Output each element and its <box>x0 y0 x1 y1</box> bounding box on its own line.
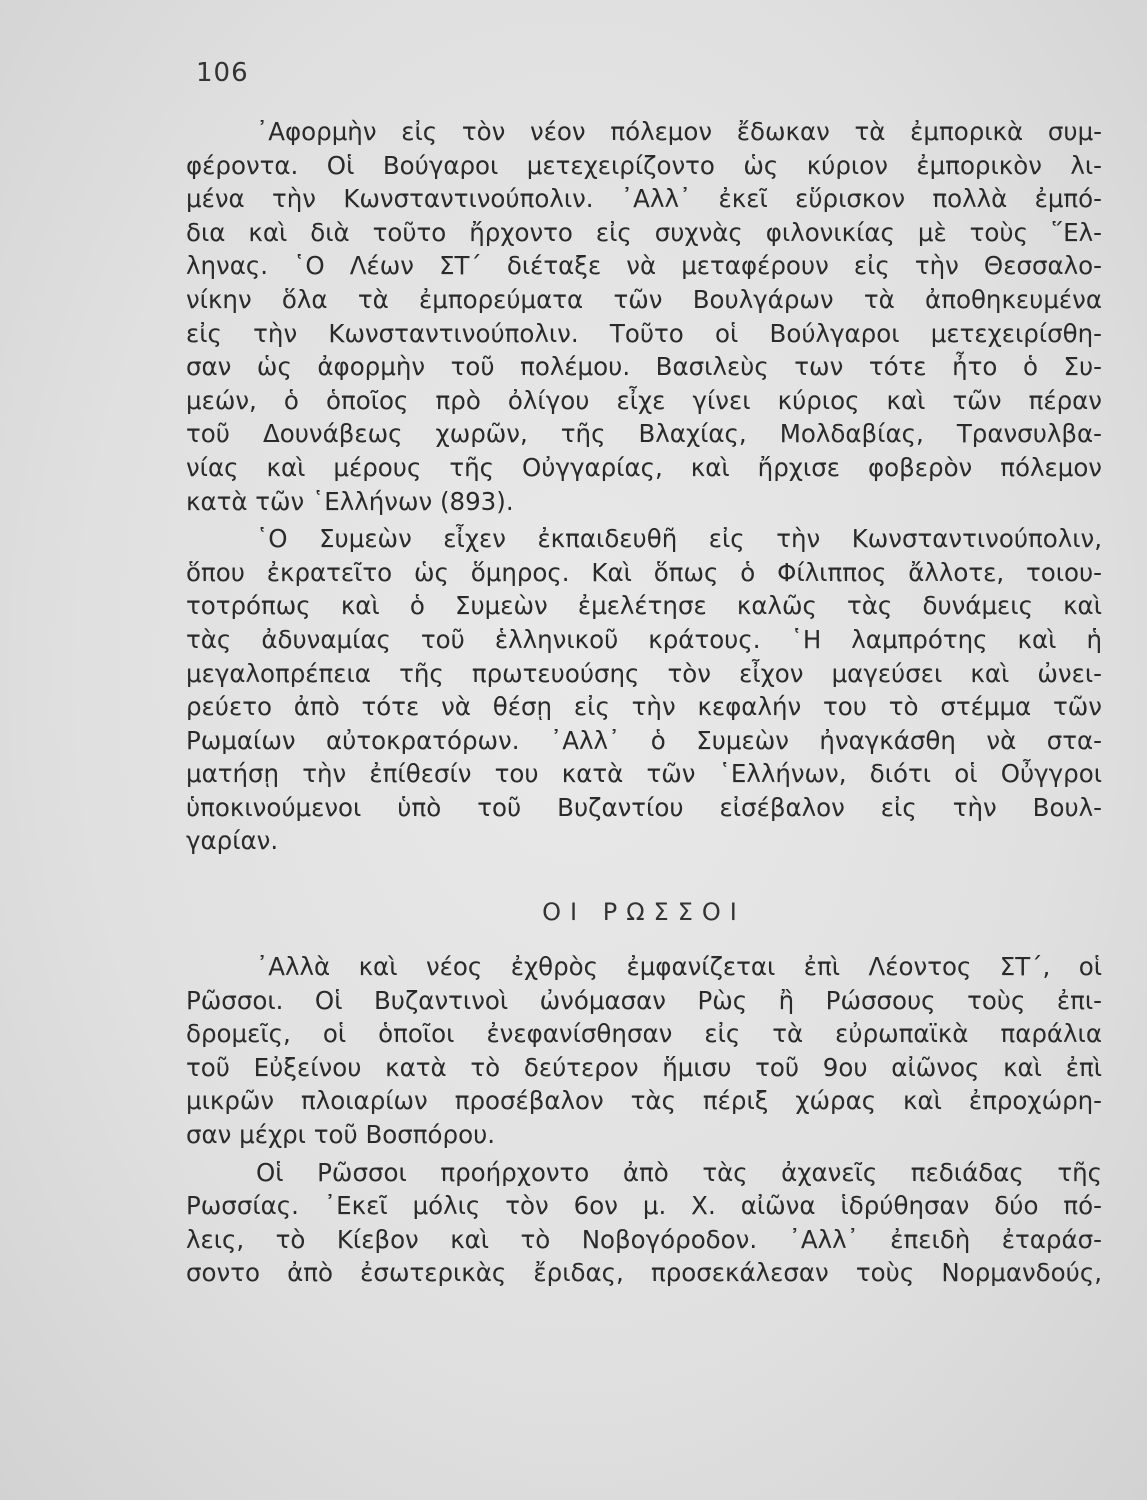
text-line: Ρῶσσοι. Οἱ Βυζαντινοὶ ὠνόμασαν Ρὼς ἢ Ρώσσους τοὺς ἐπι- <box>186 985 1102 1015</box>
text-line: δια καὶ διὰ τοῦτο ἤρχοντο εἰς συχνὰς φιλονικίας μὲ τοὺς ῞Ελ- <box>186 217 1102 247</box>
paragraph-3 <box>186 950 1102 1152</box>
text-line: ρεύετο ἀπὸ τότε νὰ θέσῃ εἰς τὴν κεφαλήν του τὸ στέμμα τῶν <box>186 692 1102 722</box>
text-line: κατὰ τῶν ῾Ελλήνων (893). <box>186 486 514 516</box>
text-line: λεις, τὸ Κίεβον καὶ τὸ Νοβογόροδον. ᾽Αλλ᾽ ἐπειδὴ ἐταράσ- <box>186 1224 1102 1254</box>
text-line: μεγαλοπρέπεια τῆς πρωτευούσης τὸν εἶχον μαγεύσει καὶ ὠνει- <box>186 658 1102 688</box>
section-title: ΟΙ ΡΩΣΣΟΙ <box>542 898 746 927</box>
text-line: ματήσῃ τὴν ἐπίθεσίν του κατὰ τῶν ῾Ελλήνων, διότι οἱ Οὖγγροι <box>186 759 1102 789</box>
text-line: ὑποκινούμενοι ὑπὸ τοῦ Βυζαντίου εἰσέβαλον εἰς τὴν Βουλ- <box>186 792 1102 822</box>
paragraph-4 <box>186 1156 1102 1290</box>
text-line: Ρωσσίας. ᾽Εκεῖ μόλις τὸν 6ον μ. Χ. αἰῶνα ἱδρύθησαν δύο πό- <box>186 1191 1102 1221</box>
text-line: ῾Ο Συμεὼν εἶχεν ἐκπαιδευθῆ εἰς τὴν Κωνσταντινούπολιν, <box>256 524 1102 554</box>
text-line: εἰς τὴν Κωνσταντινούπολιν. Τοῦτο οἱ Βούλγαροι μετεχειρίσθη- <box>186 318 1102 348</box>
page-number: 106 <box>196 58 249 88</box>
text-line: νίκην ὅλα τὰ ἐμπορεύματα τῶν Βουλγάρων τὰ ἀποθηκευμένα <box>186 284 1102 314</box>
text-line: γαρίαν. <box>186 826 279 856</box>
text-line: ᾽Αλλὰ καὶ νέος ἐχθρὸς ἐμφανίζεται ἐπὶ Λέοντος ΣΤ΄, οἱ <box>256 952 1102 982</box>
text-line: ληνας. ῾Ο Λέων ΣΤ΄ διέταξε νὰ μεταφέρουν εἰς τὴν Θεσσαλο- <box>186 251 1102 281</box>
text-line: σαν μέχρι τοῦ Βοσπόρου. <box>186 1120 496 1150</box>
text-line: μένα τὴν Κωνσταντινούπολιν. ᾽Αλλ᾽ ἐκεῖ εὕρισκον πολλὰ ἐμπό- <box>186 184 1102 214</box>
text-line: φέροντα. Οἱ Βούγαροι μετεχειρίζοντο ὡς κύριον ἐμπορικὸν λι- <box>186 150 1102 180</box>
text-line: τοῦ Δουνάβεως χωρῶν, τῆς Βλαχίας, Μολδαβίας, Τρανσυλβα- <box>186 419 1102 449</box>
text-line: τοῦ Εὐξείνου κατὰ τὸ δεύτερον ἥμισυ τοῦ 9ου αἰῶνος καὶ ἐπὶ <box>186 1052 1102 1082</box>
text-line: ὅπου ἐκρατεῖτο ὡς ὅμηρος. Καὶ ὅπως ὁ Φίλιππος ἄλλοτε, τοιου- <box>186 557 1102 587</box>
text-line: νίας καὶ μέρους τῆς Οὐγγαρίας, καὶ ἤρχισε φοβερὸν πόλεμον <box>186 452 1102 482</box>
text-line: Οἱ Ρῶσσοι προήρχοντο ἀπὸ τὰς ἀχανεῖς πεδιάδας τῆς <box>256 1157 1102 1187</box>
paragraph-2 <box>186 522 1102 858</box>
body-text <box>186 115 1102 1290</box>
text-line: τοτρόπως καὶ ὁ Συμεὼν ἐμελέτησε καλῶς τὰς δυνάμεις καὶ <box>186 591 1102 621</box>
text-line: ᾽Αφορμὴν εἰς τὸν νέον πόλεμον ἔδωκαν τὰ ἐμπορικὰ συμ- <box>256 117 1102 146</box>
text-line: μικρῶν πλοιαρίων προσέβαλον τὰς πέριξ χώρας καὶ ἐπροχώρη- <box>186 1086 1102 1116</box>
text-line: μεών, ὁ ὁποῖος πρὸ ὀλίγου εἶχε γίνει κύριος καὶ τῶν πέραν <box>186 385 1102 415</box>
text-line: τὰς ἀδυναμίας τοῦ ἑλληνικοῦ κράτους. ῾Η λαμπρότης καὶ ἡ <box>186 624 1102 654</box>
text-line: σαν ὡς ἀφορμὴν τοῦ πολέμου. Βασιλεὺς των τότε ἦτο ὁ Συ- <box>186 352 1102 382</box>
text-line: Ρωμαίων αὐτοκρατόρων. ᾽Αλλ᾽ ὁ Συμεὼν ἠναγκάσθη νὰ στα- <box>186 725 1102 755</box>
text-line: σοντο ἀπὸ ἐσωτερικὰς ἔριδας, προσεκάλεσαν τοὺς Νορμανδούς, <box>186 1258 1102 1288</box>
paragraph-1 <box>186 115 1102 518</box>
text-line: δρομεῖς, οἱ ὁποῖοι ἐνεφανίσθησαν εἰς τὰ εὐρωπαϊκὰ παράλια <box>186 1019 1102 1049</box>
